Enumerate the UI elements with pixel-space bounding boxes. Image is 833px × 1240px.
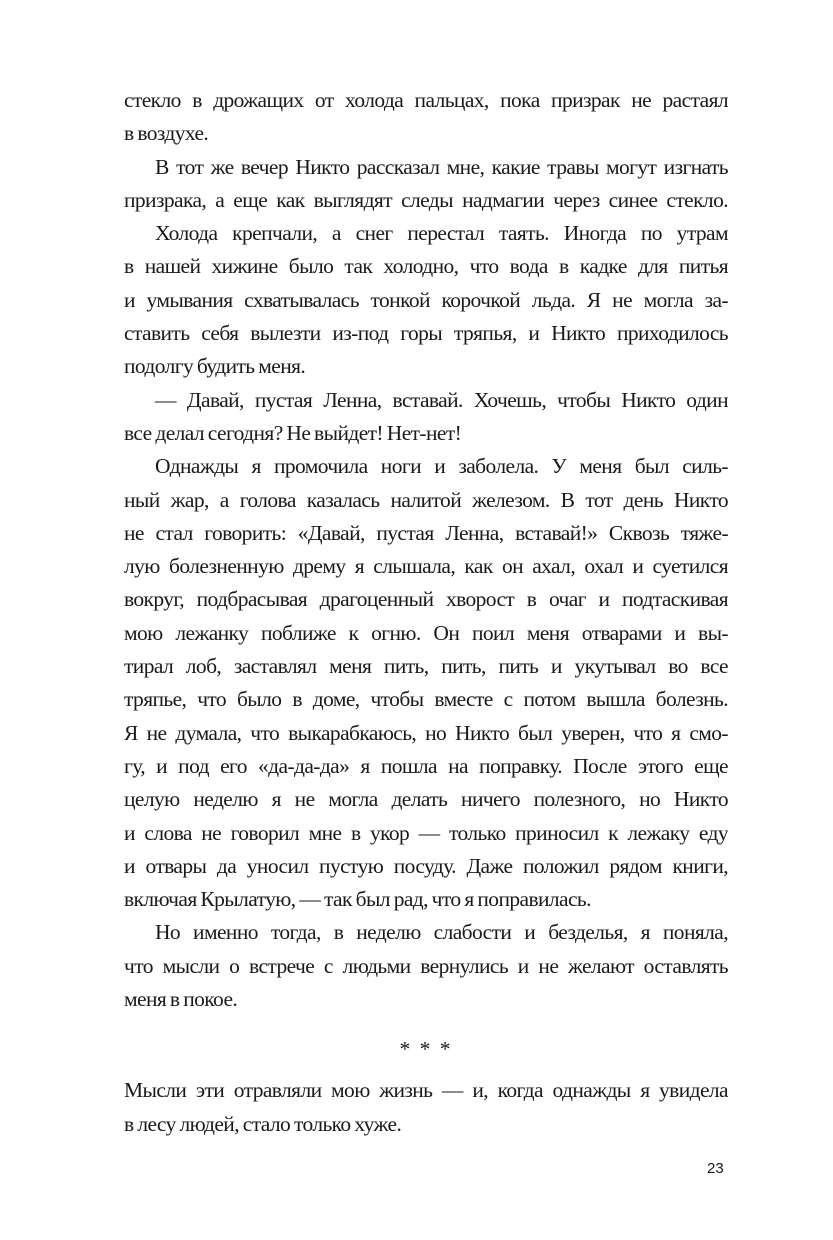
text-line: ставить себя вылезти из-под горы тряпья, и Никто приходилось	[124, 321, 728, 346]
text-line: В тот же вечер Никто рассказал мне, какие травы могут изгнать	[155, 154, 728, 179]
text-block-after-separator	[124, 1074, 728, 1141]
text-line: подолгу будить меня.	[124, 354, 306, 379]
text-line: призрака, а еще как выглядят следы надмагии через синее стекло.	[124, 187, 728, 212]
page-number: 23	[707, 1160, 724, 1177]
text-line: не стал говорить: «Давай, пустая Ленна, вставай!» Сквозь тяже-	[124, 520, 728, 545]
text-line: вокруг, подбрасывая драгоценный хворост в очаг и подтаскивая	[124, 587, 728, 612]
text-line: Однажды я промочила ноги и заболела. У меня был силь-	[155, 454, 728, 479]
text-line: лую болезненную дрему я слышала, как он ахал, охал и суетился	[124, 554, 728, 579]
text-line: включая Крылатую, — так был рад, что я поправилась.	[124, 887, 591, 912]
text-line: тирал лоб, заставлял меня пить, пить, пить и укутывал во все	[124, 654, 728, 679]
text-line: все делал сегодня? Не выйдет! Нет-нет!	[124, 420, 462, 445]
text-line: тряпье, что было в доме, чтобы вместе с потом вышла болезнь.	[124, 687, 728, 712]
text-line: мою лежанку поближе к огню. Он поил меня отварами и вы-	[124, 620, 728, 645]
text-line: гу, и под его «да-да-да» я пошла на поправку. После этого еще	[124, 753, 728, 778]
page-body	[124, 84, 728, 1141]
text-line: целую неделю я не могла делать ничего полезного, но Никто	[124, 787, 728, 812]
text-line: что мысли о встрече с людьми вернулись и не желают оставлять	[124, 953, 728, 978]
text-line: Но именно тогда, в неделю слабости и безделья, я поняла,	[155, 920, 728, 945]
text-line: и отвары да уносил пустую посуду. Даже положил рядом книги,	[124, 853, 728, 878]
text-line: ный жар, а голова казалась налитой железом. В тот день Никто	[124, 487, 728, 512]
text-line: — Давай, пустая Ленна, вставай. Хочешь, чтобы Никто один	[155, 387, 728, 412]
text-line: в лесу людей, стало только хуже.	[124, 1111, 402, 1136]
text-line: и слова не говорил мне в укор — только приносил к лежаку еду	[124, 820, 728, 845]
section-separator: * * *	[399, 1037, 453, 1062]
text-line: Я не думала, что выкарабкаюсь, но Никто был уверен, что я смо-	[124, 720, 728, 745]
text-line: в воздухе.	[124, 121, 209, 146]
text-line: Мысли эти отравляли мою жизнь — и, когда однажды я увидела	[124, 1078, 728, 1103]
text-line: в нашей хижине было так холодно, что вода в кадке для питья	[124, 254, 728, 279]
text-block-main	[124, 84, 728, 1016]
text-line: Холода крепчали, а снег перестал таять. Иногда по утрам	[155, 221, 728, 246]
text-line: стекло в дрожащих от холода пальцах, пока призрак не растаял	[124, 88, 728, 112]
text-line: меня в покое.	[124, 987, 238, 1012]
text-line: и умывания схватывалась тонкой корочкой льда. Я не могла за-	[124, 287, 728, 312]
